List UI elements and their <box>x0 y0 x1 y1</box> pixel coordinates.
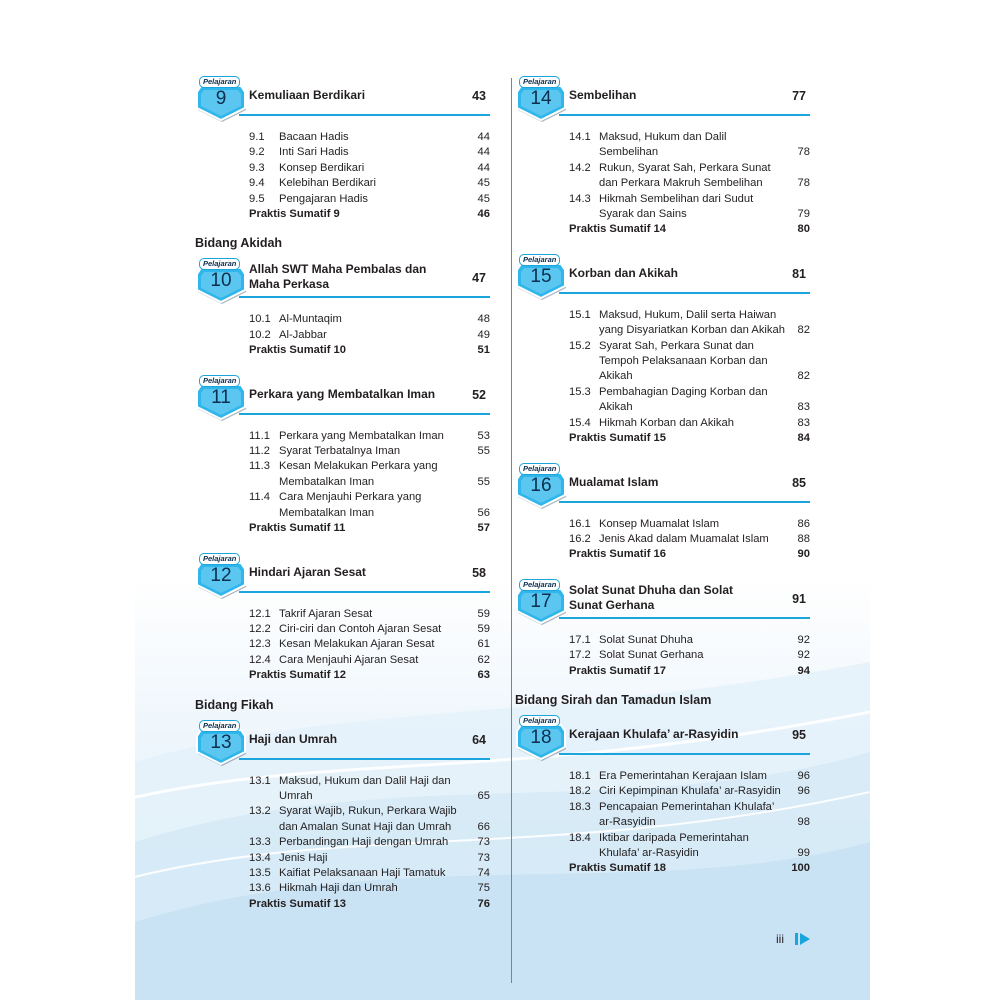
lesson-entry <box>195 718 490 913</box>
topic-row[interactable] <box>249 444 490 459</box>
lesson-title: Kemuliaan Berdikari <box>249 88 366 102</box>
topic-title: Maksud, Hukum dan Dalil Sembelihan <box>599 131 727 159</box>
topic-number: 9.3 <box>249 161 265 174</box>
lesson-underline <box>239 758 490 760</box>
topic-number: 18.3 <box>569 800 591 813</box>
topic-number: 15.3 <box>569 385 591 398</box>
topic-title: Hikmah Sembelihan dari Sudut Syarak dan Sains <box>599 192 754 221</box>
topic-row[interactable] <box>569 308 810 339</box>
topic-number: 13.5 <box>249 866 271 879</box>
lesson-underline <box>559 753 810 755</box>
topic-row[interactable] <box>569 385 810 416</box>
topic-page-number: 79 <box>797 208 810 221</box>
lesson-number: 12 <box>210 564 232 586</box>
topic-title: Takrif Ajaran Sesat <box>279 607 373 620</box>
practice-page-number: 63 <box>477 669 490 682</box>
lesson-entry <box>515 577 810 679</box>
topic-list <box>515 124 810 238</box>
badge-label: Pelajaran <box>199 553 240 565</box>
practice-title: Praktis Sumatif 9 <box>249 208 340 221</box>
topic-row[interactable] <box>249 637 490 652</box>
topic-page-number: 86 <box>797 517 810 530</box>
practice-title: Praktis Sumatif 11 <box>249 522 346 535</box>
lesson-entry <box>515 74 810 238</box>
topic-number: 13.3 <box>249 836 271 849</box>
topic-row[interactable] <box>249 774 490 805</box>
topic-list <box>195 601 490 684</box>
topic-row[interactable] <box>249 130 490 145</box>
lesson-number: 10 <box>210 270 232 292</box>
lesson-page-number: 58 <box>472 565 486 580</box>
topic-list <box>515 511 810 563</box>
topic-row[interactable] <box>569 800 810 831</box>
practice-page-number: 57 <box>477 522 490 535</box>
badge-label: Pelajaran <box>519 76 560 88</box>
lesson-header[interactable] <box>515 252 810 302</box>
lesson-underline <box>239 296 490 298</box>
lesson-underline <box>559 292 810 294</box>
topic-row[interactable] <box>249 866 490 881</box>
practice-page-number: 46 <box>477 208 490 221</box>
topic-number: 11.2 <box>249 445 270 458</box>
lesson-header[interactable] <box>195 718 490 768</box>
lesson-underline <box>559 114 810 116</box>
topic-number: 12.3 <box>249 638 271 651</box>
topic-number: 9.5 <box>249 192 265 205</box>
topic-row[interactable] <box>569 831 810 862</box>
lesson-number: 9 <box>215 88 227 109</box>
topic-row[interactable] <box>249 161 490 176</box>
topic-page-number: 78 <box>797 177 810 190</box>
topic-title: Solat Sunat Dhuha <box>599 633 693 646</box>
topic-title: Hikmah Korban dan Akikah <box>599 416 734 429</box>
lesson-header[interactable] <box>515 461 810 511</box>
practice-row[interactable] <box>249 897 490 912</box>
lesson-entry <box>515 252 810 447</box>
topic-page-number: 66 <box>477 820 490 833</box>
topic-page-number: 83 <box>797 401 810 414</box>
topic-row[interactable] <box>249 835 490 850</box>
topic-row[interactable] <box>569 416 810 431</box>
badge-label: Pelajaran <box>519 254 560 266</box>
lesson-title: Allah SWT Maha Pembalas dan Maha Perkasa <box>249 262 427 292</box>
topic-page-number: 82 <box>797 324 810 337</box>
topic-number: 13.2 <box>249 805 271 818</box>
topic-page-number: 74 <box>477 866 490 879</box>
badge-label: Pelajaran <box>519 579 560 591</box>
topic-row[interactable] <box>569 161 810 192</box>
topic-title: Konsep Muamalat Islam <box>599 517 720 530</box>
topic-title: Era Pemerintahan Kerajaan Islam <box>599 769 767 782</box>
lesson-number: 14 <box>530 88 552 109</box>
lesson-title: Hindari Ajaran Sesat <box>249 564 366 579</box>
practice-row[interactable] <box>249 668 490 683</box>
lesson-title: Sembelihan <box>569 88 637 102</box>
topic-title: Iktibar daripada Pemerintahan Khulafa’ ar-Rasyidin <box>599 831 749 859</box>
topic-row[interactable] <box>249 804 490 835</box>
topic-title: Syarat Sah, Perkara Sunat dan Tempoh Pelaksanaan Korban dan Akikah <box>599 339 768 383</box>
topic-row[interactable] <box>249 328 490 343</box>
lesson-title: Korban dan Akikah <box>569 265 678 280</box>
topic-number: 12.1 <box>249 607 271 620</box>
topic-title: Ciri Kepimpinan Khulafa’ ar-Rasyidin <box>599 785 781 798</box>
practice-row[interactable] <box>569 664 810 679</box>
topic-number: 17.1 <box>569 633 591 646</box>
practice-page-number: 51 <box>477 344 490 357</box>
lesson-page-number: 52 <box>472 387 486 402</box>
topic-page-number: 45 <box>477 192 490 205</box>
topic-title: Kesan Melakukan Perkara yang Membatalkan Iman <box>279 460 438 488</box>
topic-page-number: 56 <box>477 506 490 519</box>
topic-page-number: 96 <box>797 785 810 798</box>
lesson-header[interactable] <box>515 74 810 124</box>
topic-title: Rukun, Syarat Sah, Perkara Sunat dan Perkara Makruh Sembelihan <box>599 161 771 190</box>
practice-title: Praktis Sumatif 13 <box>249 897 347 910</box>
topic-page-number: 62 <box>477 653 490 666</box>
topic-page-number: 73 <box>477 851 490 864</box>
topic-number: 11.1 <box>249 429 270 442</box>
topic-number: 14.3 <box>569 192 591 205</box>
lesson-entry <box>195 551 490 684</box>
topic-number: 15.1 <box>569 308 591 321</box>
topic-number: 11.4 <box>249 491 270 504</box>
lesson-header[interactable] <box>195 256 490 306</box>
practice-title: Praktis Sumatif 17 <box>569 664 667 677</box>
topic-row[interactable] <box>569 633 810 648</box>
topic-title: Jenis Haji <box>279 851 328 864</box>
topic-page-number: 75 <box>477 882 490 895</box>
lesson-page-number: 64 <box>472 732 486 747</box>
topic-page-number: 65 <box>477 789 490 802</box>
section-heading: Bidang Sirah dan Tamadun Islam <box>515 692 712 707</box>
topic-row[interactable] <box>249 607 490 622</box>
practice-row[interactable] <box>569 547 810 562</box>
lesson-page-number: 81 <box>792 266 806 281</box>
lesson-underline <box>239 413 490 415</box>
lesson-underline <box>559 617 810 619</box>
lesson-header[interactable] <box>195 74 490 124</box>
lesson-entry <box>195 74 490 222</box>
topic-row[interactable] <box>569 130 810 161</box>
practice-page-number: 94 <box>797 664 810 677</box>
topic-title: Inti Sari Hadis <box>279 146 349 159</box>
practice-row[interactable] <box>249 207 490 222</box>
topic-row[interactable] <box>249 145 490 160</box>
topic-number: 11.3 <box>249 460 270 473</box>
topic-page-number: 44 <box>477 146 490 159</box>
topic-row[interactable] <box>569 339 810 385</box>
topic-title: Bacaan Hadis <box>279 131 349 143</box>
topic-number: 10.1 <box>249 313 271 326</box>
badge-label: Pelajaran <box>199 375 240 387</box>
topic-title: Kelebihan Berdikari <box>279 177 377 190</box>
lesson-page-number: 43 <box>472 89 486 103</box>
topic-number: 10.2 <box>249 328 271 341</box>
topic-number: 18.4 <box>569 831 591 844</box>
lesson-title: Kerajaan Khulafa’ ar-Rasyidin <box>569 726 739 741</box>
topic-row[interactable] <box>569 784 810 799</box>
lesson-underline <box>239 114 490 116</box>
topic-row[interactable] <box>249 312 490 327</box>
topic-page-number: 53 <box>477 429 490 442</box>
topic-page-number: 44 <box>477 161 490 174</box>
topic-page-number: 99 <box>797 846 810 859</box>
lesson-header[interactable] <box>515 577 810 627</box>
topic-page-number: 82 <box>797 370 810 383</box>
section-heading: Bidang Fikah <box>195 697 274 712</box>
toc-left-column <box>195 74 490 926</box>
lesson-number: 18 <box>530 726 552 748</box>
topic-row[interactable] <box>569 532 810 547</box>
topic-page-number: 48 <box>477 313 490 326</box>
practice-page-number: 80 <box>797 223 810 236</box>
section-heading: Bidang Akidah <box>195 236 283 251</box>
topic-number: 14.1 <box>569 131 591 143</box>
topic-number: 9.4 <box>249 177 265 190</box>
topic-list <box>195 124 490 222</box>
lesson-underline <box>239 591 490 593</box>
topic-page-number: 92 <box>797 649 810 662</box>
topic-number: 16.1 <box>569 517 591 530</box>
topic-title: Pencapaian Pemerintahan Khulafa’ ar-Rasyidin <box>599 800 774 829</box>
topic-page-number: 59 <box>477 607 490 620</box>
practice-title: Praktis Sumatif 12 <box>249 669 347 682</box>
page-number: iii <box>776 932 784 946</box>
lesson-underline <box>559 501 810 503</box>
topic-title: Jenis Akad dalam Muamalat Islam <box>599 532 769 545</box>
lesson-title: Solat Sunat Dhuha dan Solat Sunat Gerhana <box>569 582 734 612</box>
topic-list <box>195 306 490 358</box>
topic-list <box>515 763 810 877</box>
lesson-page-number: 77 <box>792 89 806 103</box>
topic-title: Al-Jabbar <box>279 328 327 341</box>
practice-page-number: 76 <box>477 897 490 910</box>
topic-page-number: 83 <box>797 416 810 429</box>
topic-title: Solat Sunat Gerhana <box>599 649 704 662</box>
topic-title: Syarat Wajib, Rukun, Perkara Wajib dan Amalan Sunat Haji dan Umrah <box>279 805 457 833</box>
book-page <box>135 62 870 1000</box>
practice-title: Praktis Sumatif 14 <box>569 223 667 236</box>
topic-page-number: 96 <box>797 769 810 782</box>
topic-row[interactable] <box>249 192 490 207</box>
practice-row[interactable] <box>569 431 810 446</box>
badge-label: Pelajaran <box>199 76 240 88</box>
topic-title: Hikmah Haji dan Umrah <box>279 882 398 895</box>
topic-row[interactable] <box>249 459 490 490</box>
lesson-entry <box>515 713 810 877</box>
topic-number: 13.1 <box>249 774 271 787</box>
lesson-page-number: 47 <box>472 271 486 286</box>
lesson-entry <box>195 373 490 537</box>
topic-title: Maksud, Hukum, Dalil serta Haiwan yang Disyariatkan Korban dan Akikah <box>599 308 785 337</box>
topic-row[interactable] <box>249 622 490 637</box>
topic-title: Cara Menjauhi Ajaran Sesat <box>279 653 419 666</box>
lesson-header[interactable] <box>515 713 810 763</box>
topic-number: 9.1 <box>249 131 265 143</box>
topic-title: Syarat Terbatalnya Iman <box>279 445 401 458</box>
lesson-number: 17 <box>530 590 552 612</box>
practice-row[interactable] <box>249 343 490 358</box>
topic-number: 13.4 <box>249 851 271 864</box>
topic-title: Perbandingan Haji dengan Umrah <box>279 836 449 849</box>
practice-page-number: 84 <box>797 432 810 445</box>
topic-number: 14.2 <box>569 161 591 174</box>
lesson-header[interactable] <box>195 551 490 601</box>
toc-right-column <box>515 74 810 891</box>
topic-number: 12.4 <box>249 653 271 666</box>
topic-title: Pembahagian Daging Korban dan Akikah <box>599 385 768 414</box>
lesson-title: Perkara yang Membatalkan Iman <box>249 386 436 401</box>
topic-row[interactable] <box>249 881 490 896</box>
topic-row[interactable] <box>569 517 810 532</box>
topic-row[interactable] <box>249 851 490 866</box>
topic-number: 18.2 <box>569 785 591 798</box>
lesson-page-number: 91 <box>792 591 806 606</box>
practice-page-number: 90 <box>797 548 810 561</box>
lesson-number: 15 <box>530 265 552 287</box>
topic-title: Al-Muntaqim <box>279 313 342 326</box>
topic-number: 9.2 <box>249 146 265 159</box>
practice-row[interactable] <box>569 222 810 237</box>
topic-title: Konsep Berdikari <box>279 161 365 174</box>
practice-title: Praktis Sumatif 10 <box>249 344 347 357</box>
topic-page-number: 92 <box>797 633 810 646</box>
lesson-number: 13 <box>210 731 232 753</box>
topic-title: Cara Menjauhi Perkara yang Membatalkan Iman <box>279 491 422 519</box>
topic-row[interactable] <box>569 192 810 223</box>
topic-number: 12.2 <box>249 622 271 635</box>
topic-title: Perkara yang Membatalkan Iman <box>279 429 444 442</box>
badge-label: Pelajaran <box>519 463 560 475</box>
topic-page-number: 73 <box>477 836 490 849</box>
topic-row[interactable] <box>569 648 810 663</box>
topic-row[interactable] <box>249 429 490 444</box>
topic-list <box>515 627 810 679</box>
badge-label: Pelajaran <box>199 258 240 270</box>
practice-row[interactable] <box>569 861 810 876</box>
practice-title: Praktis Sumatif 16 <box>569 548 667 561</box>
practice-row[interactable] <box>249 521 490 536</box>
column-divider <box>511 78 512 983</box>
play-arrow-icon <box>795 933 811 945</box>
topic-page-number: 55 <box>477 445 490 458</box>
topic-title: Pengajaran Hadis <box>279 192 368 205</box>
lesson-page-number: 95 <box>792 727 806 742</box>
topic-number: 15.4 <box>569 416 591 429</box>
practice-page-number: 100 <box>791 862 810 875</box>
lesson-entry <box>195 256 490 358</box>
badge-label: Pelajaran <box>199 720 240 732</box>
topic-number: 18.1 <box>569 769 591 782</box>
topic-page-number: 98 <box>797 816 810 829</box>
topic-list <box>515 302 810 447</box>
practice-title: Praktis Sumatif 18 <box>569 862 667 875</box>
lesson-entry <box>515 461 810 563</box>
practice-title: Praktis Sumatif 15 <box>569 432 667 445</box>
topic-number: 13.6 <box>249 882 271 895</box>
topic-page-number: 44 <box>477 131 490 143</box>
topic-row[interactable] <box>249 653 490 668</box>
lesson-title: Haji dan Umrah <box>249 731 338 746</box>
topic-title: Kesan Melakukan Ajaran Sesat <box>279 638 435 651</box>
topic-number: 16.2 <box>569 532 591 545</box>
topic-list <box>195 768 490 913</box>
topic-page-number: 45 <box>477 177 490 190</box>
topic-list <box>195 423 490 537</box>
topic-number: 17.2 <box>569 649 591 662</box>
lesson-number: 11 <box>211 386 231 408</box>
topic-row[interactable] <box>569 769 810 784</box>
topic-page-number: 55 <box>477 475 490 488</box>
topic-title: Ciri-ciri dan Contoh Ajaran Sesat <box>279 622 442 635</box>
badge-label: Pelajaran <box>519 715 560 727</box>
topic-row[interactable] <box>249 176 490 191</box>
lesson-title: Mualamat Islam <box>569 474 659 489</box>
topic-number: 15.2 <box>569 339 591 352</box>
topic-title: Kaifiat Pelaksanaan Haji Tamatuk <box>279 866 446 879</box>
topic-page-number: 49 <box>477 328 490 341</box>
lesson-number: 16 <box>530 474 552 496</box>
topic-page-number: 88 <box>797 532 810 545</box>
topic-row[interactable] <box>249 490 490 521</box>
lesson-page-number: 85 <box>792 475 806 490</box>
topic-page-number: 61 <box>477 638 490 651</box>
topic-page-number: 59 <box>477 622 490 635</box>
topic-title: Maksud, Hukum dan Dalil Haji dan Umrah <box>279 774 451 802</box>
lesson-header[interactable] <box>195 373 490 423</box>
topic-page-number: 78 <box>797 146 810 159</box>
